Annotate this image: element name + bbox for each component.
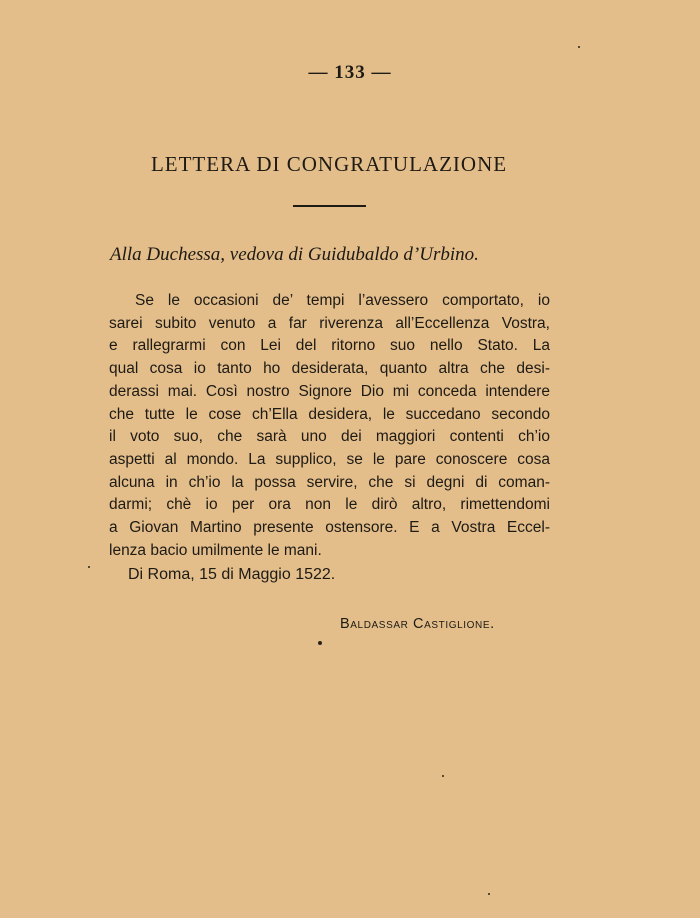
body-line: derassi mai. Così nostro Signore Dio mi conceda intendere — [109, 382, 550, 400]
letter-title: LETTERA DI CONGRATULAZIONE — [150, 152, 508, 176]
body-line: e rallegrarmi con Lei del ritorno suo nello Stato. La — [109, 337, 550, 355]
paper-speck — [578, 46, 580, 48]
body-line: darmi; chè io per ora non le dirò altro, rimettendomi — [109, 496, 550, 514]
body-line: alcuna in ch’io la possa servire, che si degni di coman- — [109, 473, 550, 491]
paper-speck — [488, 893, 490, 895]
body-line: lenza bacio umilmente le mani. — [109, 541, 322, 559]
body-line: il voto suo, che sarà uno dei maggiori contenti ch’io — [109, 428, 550, 446]
letter-body — [109, 290, 550, 562]
body-line: a Giovan Martino presente ostensore. E a Vostra Eccel- — [109, 519, 550, 537]
dedication: Alla Duchessa, vedova di Guidubaldo d’Urbino. — [110, 244, 479, 265]
body-line: qual cosa io tanto ho desiderata, quanto altra che desi- — [109, 360, 550, 378]
body-line: sarei subito venuto a far riverenza all’Eccellenza Vostra, — [109, 314, 550, 332]
paper-speck — [318, 641, 322, 645]
signature: Baldassar Castiglione. — [340, 616, 495, 632]
paper-speck — [442, 775, 444, 777]
body-line: Se le occasioni de’ tempi l’avessero comportato, io — [135, 292, 550, 309]
body-line: aspetti al mondo. La supplico, se le pare conoscere cosa — [109, 450, 550, 468]
paper-speck — [88, 566, 90, 568]
body-line: che tutte le cose ch’Ella desidera, le succedano secondo — [109, 405, 550, 423]
page-number: — 133 — — [308, 62, 392, 83]
dateline: Di Roma, 15 di Maggio 1522. — [128, 566, 336, 583]
title-divider — [293, 205, 366, 207]
